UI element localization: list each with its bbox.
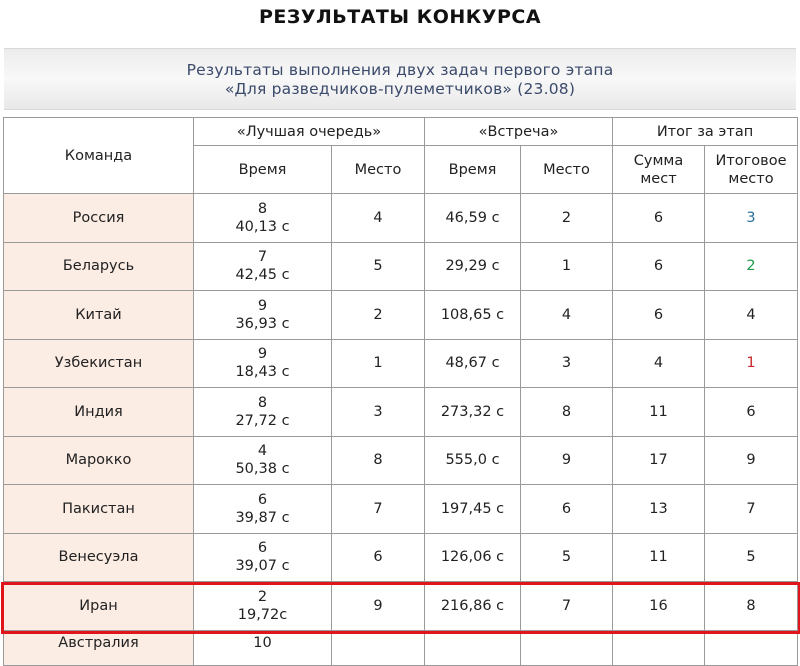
best-burst-time	[194, 388, 332, 437]
team-name: Австралия	[4, 630, 194, 665]
final-place: 9	[705, 436, 798, 485]
group-header-meeting: «Встреча»	[425, 118, 613, 146]
best-burst-time	[194, 291, 332, 340]
team-name: Россия	[4, 194, 194, 243]
meeting-place: 5	[521, 533, 613, 582]
meeting-place: 1	[521, 242, 613, 291]
meeting-time: 197,45 с	[425, 485, 521, 534]
team-name: Китай	[4, 291, 194, 340]
table-row	[4, 533, 798, 582]
meeting-time: 108,65 с	[425, 291, 521, 340]
places-sum: 11	[613, 533, 705, 582]
best-burst-place: 4	[332, 194, 425, 243]
final-place: 5	[705, 533, 798, 582]
best-burst-hits: 10	[194, 630, 332, 665]
best-burst-place: 5	[332, 242, 425, 291]
final-header	[705, 146, 798, 194]
table-row	[4, 242, 798, 291]
places-sum: 13	[613, 485, 705, 534]
empty-cell	[332, 630, 425, 665]
final-place: 1	[705, 339, 798, 388]
table-row	[4, 582, 798, 631]
empty-cell	[425, 630, 521, 665]
best-burst-time	[194, 194, 332, 243]
table-row	[4, 291, 798, 340]
meeting-time: 46,59 с	[425, 194, 521, 243]
meeting-place: 2	[521, 194, 613, 243]
final-place: 8	[705, 582, 798, 631]
best-burst-seconds: 39,87 с	[235, 509, 290, 526]
best-burst-place: 8	[332, 436, 425, 485]
best-burst-seconds: 19,72с	[237, 606, 288, 623]
final-place: 7	[705, 485, 798, 534]
best-burst-time	[194, 485, 332, 534]
meeting-time: 555,0 с	[425, 436, 521, 485]
subtitle-banner	[4, 48, 796, 110]
table-row	[4, 339, 798, 388]
final-header-line2: место	[728, 170, 774, 187]
best-burst-time	[194, 339, 332, 388]
meeting-place: 6	[521, 485, 613, 534]
places-sum: 17	[613, 436, 705, 485]
table-row	[4, 194, 798, 243]
team-name: Беларусь	[4, 242, 194, 291]
final-place: 3	[705, 194, 798, 243]
team-name: Иран	[4, 582, 194, 631]
best-burst-time	[194, 582, 332, 631]
best-burst-seconds: 36,93 с	[235, 315, 290, 332]
sum-header	[613, 146, 705, 194]
best-burst-seconds: 39,07 с	[235, 558, 290, 575]
meeting-place: 3	[521, 339, 613, 388]
team-column-header: Команда	[4, 118, 194, 194]
places-sum: 6	[613, 194, 705, 243]
best-burst-time	[194, 436, 332, 485]
team-name: Венесуэла	[4, 533, 194, 582]
group-header-best-burst: «Лучшая очередь»	[194, 118, 425, 146]
best-burst-place: 6	[332, 533, 425, 582]
places-sum: 4	[613, 339, 705, 388]
header-row-groups	[4, 118, 798, 146]
best-burst-hits: 6	[257, 491, 268, 508]
places-sum: 16	[613, 582, 705, 631]
time2-header: Время	[425, 146, 521, 194]
table-row-partial	[4, 630, 798, 665]
best-burst-place: 7	[332, 485, 425, 534]
team-name: Пакистан	[4, 485, 194, 534]
best-burst-seconds: 42,45 с	[235, 267, 290, 284]
team-name: Марокко	[4, 436, 194, 485]
place1-header: Место	[332, 146, 425, 194]
best-burst-hits: 7	[257, 249, 268, 266]
best-burst-seconds: 40,13 с	[235, 218, 290, 235]
best-burst-place: 3	[332, 388, 425, 437]
meeting-place: 9	[521, 436, 613, 485]
meeting-place: 4	[521, 291, 613, 340]
place2-header: Место	[521, 146, 613, 194]
best-burst-hits: 8	[257, 394, 268, 411]
empty-cell	[521, 630, 613, 665]
empty-cell	[613, 630, 705, 665]
meeting-time: 29,29 с	[425, 242, 521, 291]
page-title: РЕЗУЛЬТАТЫ КОНКУРСА	[258, 6, 542, 28]
final-place: 6	[705, 388, 798, 437]
best-burst-hits: 6	[257, 540, 268, 557]
places-sum: 6	[613, 291, 705, 340]
table-row	[4, 388, 798, 437]
best-burst-place: 1	[332, 339, 425, 388]
best-burst-seconds: 27,72 с	[235, 412, 290, 429]
best-burst-hits: 9	[257, 297, 268, 314]
team-name: Индия	[4, 388, 194, 437]
banner-line-1: Результаты выполнения двух задач первого этапа	[186, 61, 614, 79]
best-burst-seconds: 18,43 с	[235, 364, 290, 381]
group-header-stage-total: Итог за этап	[613, 118, 798, 146]
best-burst-hits: 9	[257, 346, 268, 363]
best-burst-hits: 2	[257, 588, 268, 605]
places-sum: 6	[613, 242, 705, 291]
best-burst-seconds: 50,38 с	[235, 461, 290, 478]
best-burst-time	[194, 242, 332, 291]
sum-header-line1: Сумма	[633, 152, 684, 169]
meeting-place: 8	[521, 388, 613, 437]
meeting-time: 216,86 с	[425, 582, 521, 631]
meeting-time: 126,06 с	[425, 533, 521, 582]
results-body	[4, 194, 798, 666]
results-table	[3, 117, 798, 666]
sum-header-line2: мест	[640, 170, 677, 187]
meeting-place: 7	[521, 582, 613, 631]
best-burst-hits: 8	[257, 200, 268, 217]
places-sum: 11	[613, 388, 705, 437]
table-row	[4, 485, 798, 534]
final-place: 4	[705, 291, 798, 340]
time1-header: Время	[194, 146, 332, 194]
best-burst-place: 2	[332, 291, 425, 340]
meeting-time: 48,67 с	[425, 339, 521, 388]
banner-line-2: «Для разведчиков-пулеметчиков» (23.08)	[224, 80, 576, 98]
meeting-time: 273,32 с	[425, 388, 521, 437]
best-burst-hits: 4	[257, 443, 268, 460]
empty-cell	[705, 630, 798, 665]
best-burst-time	[194, 533, 332, 582]
best-burst-place: 9	[332, 582, 425, 631]
final-place: 2	[705, 242, 798, 291]
team-name: Узбекистан	[4, 339, 194, 388]
table-row	[4, 436, 798, 485]
final-header-line1: Итоговое	[715, 152, 787, 169]
